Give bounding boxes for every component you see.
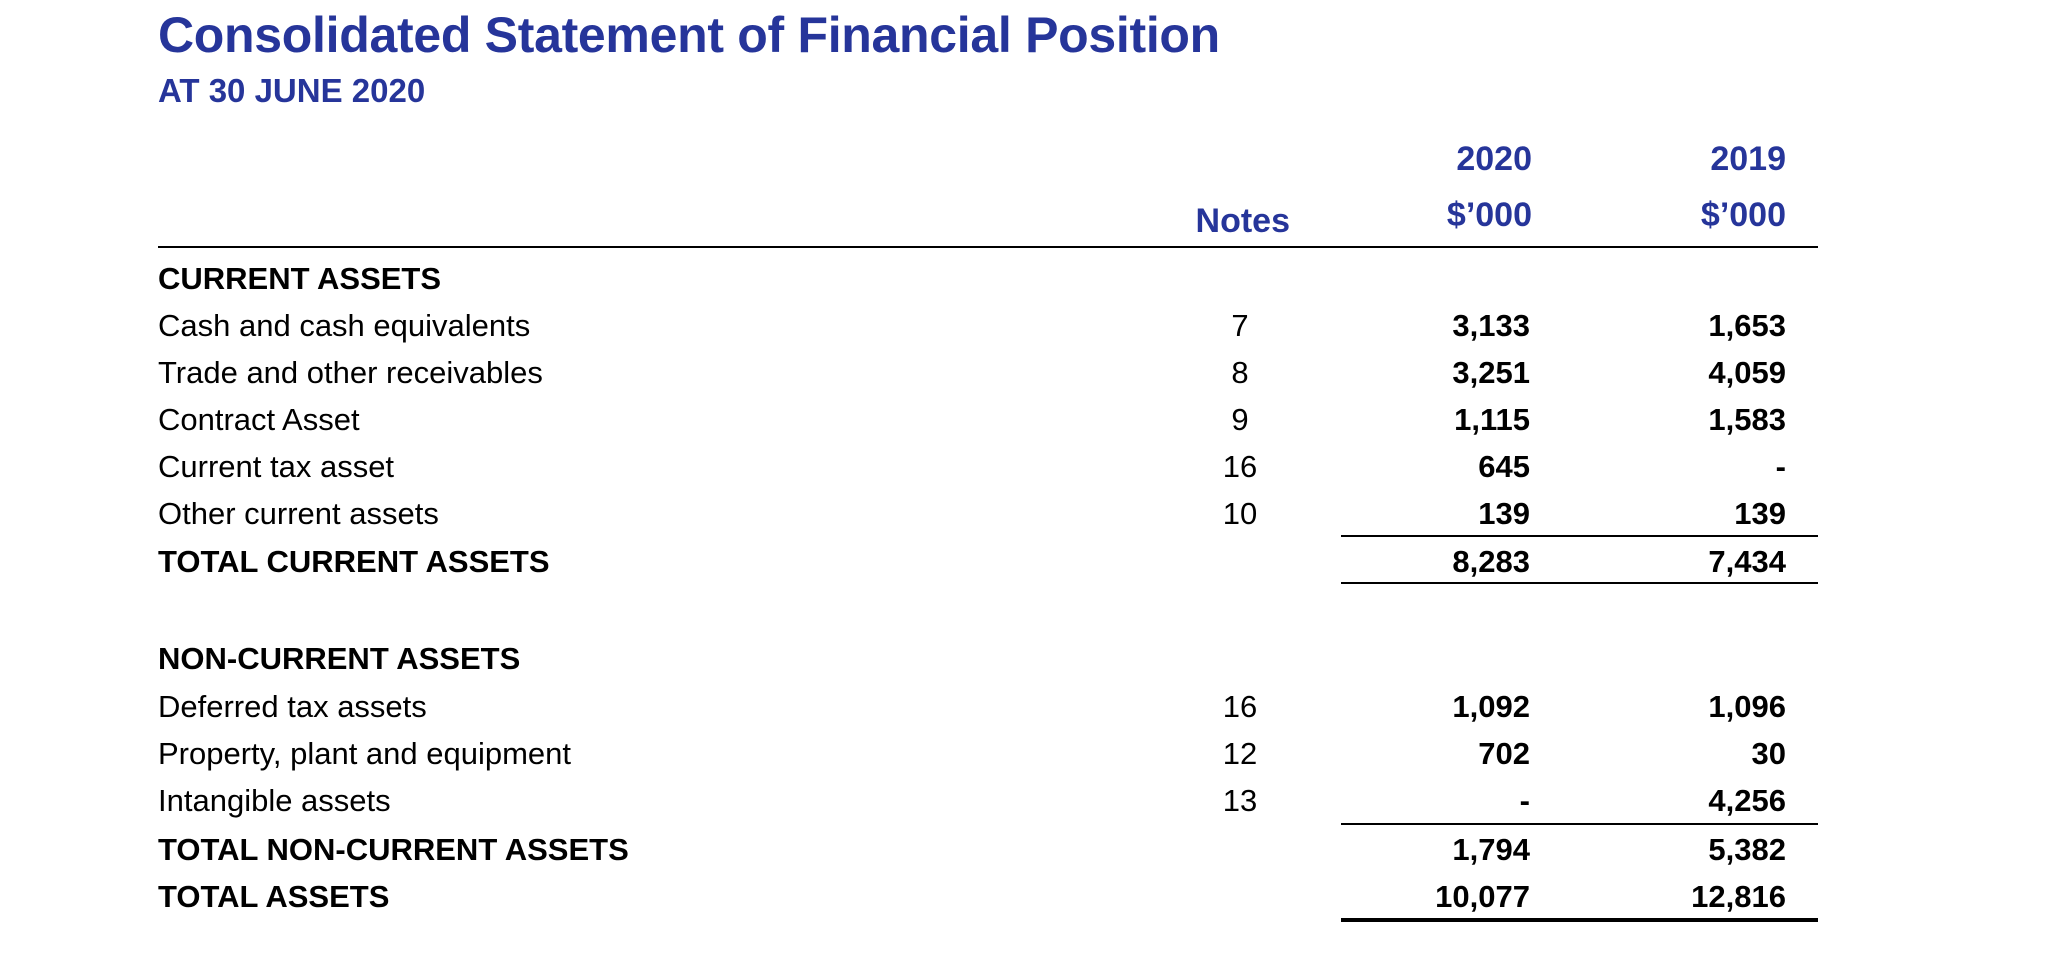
column-header-2020: 2020 [1456, 140, 1532, 178]
row-value-2020: - [1519, 783, 1530, 818]
row-label: Current tax asset [158, 449, 395, 484]
total-current-assets-2020: 8,283 [1452, 544, 1530, 579]
column-unit-2020: $’000 [1446, 196, 1532, 234]
total-rule [1341, 582, 1818, 584]
row-value-2019: 139 [1734, 496, 1786, 531]
row-value-2020: 3,133 [1452, 308, 1530, 343]
row-note: 16 [1222, 449, 1258, 484]
row-value-2020: 1,092 [1452, 689, 1530, 724]
grand-total-rule [1341, 918, 1818, 922]
page-subtitle: AT 30 JUNE 2020 [158, 72, 426, 109]
table-row [0, 778, 2062, 824]
table-row [0, 397, 2062, 443]
total-non-current-assets-2020: 1,794 [1452, 832, 1530, 867]
row-value-2019: 30 [1751, 736, 1786, 771]
row-label: Intangible assets [158, 783, 391, 818]
row-note: 16 [1222, 689, 1258, 724]
page-title: Consolidated Statement of Financial Position [158, 7, 1220, 63]
subtotal-rule [1341, 823, 1818, 825]
total-current-assets-label: TOTAL CURRENT ASSETS [158, 544, 550, 579]
row-value-2020: 139 [1478, 496, 1530, 531]
section-heading-row [0, 636, 2062, 682]
row-note: 13 [1222, 783, 1258, 818]
total-row [0, 827, 2062, 873]
column-header-2019: 2019 [1710, 140, 1786, 178]
table-row [0, 731, 2062, 777]
row-note: 9 [1231, 402, 1249, 437]
total-non-current-assets-label: TOTAL NON-CURRENT ASSETS [158, 832, 629, 867]
section-heading-row [0, 256, 2062, 302]
row-value-2019: 1,653 [1708, 308, 1786, 343]
total-assets-2019: 12,816 [1691, 879, 1786, 914]
row-label: Other current assets [158, 496, 439, 531]
row-value-2020: 645 [1478, 449, 1530, 484]
row-label: Property, plant and equipment [158, 736, 572, 771]
column-header-notes: Notes [1195, 202, 1290, 240]
table-row [0, 350, 2062, 396]
total-assets-2020: 10,077 [1435, 879, 1530, 914]
total-non-current-assets-2019: 5,382 [1708, 832, 1786, 867]
row-value-2020: 702 [1478, 736, 1530, 771]
row-label: Trade and other receivables [158, 355, 543, 390]
section-heading-current-assets: CURRENT ASSETS [158, 261, 442, 296]
section-heading-non-current-assets: NON-CURRENT ASSETS [158, 641, 521, 676]
row-note: 8 [1231, 355, 1249, 390]
row-value-2020: 1,115 [1454, 402, 1530, 437]
table-row [0, 491, 2062, 537]
row-note: 12 [1222, 736, 1258, 771]
column-unit-2019: $’000 [1700, 196, 1786, 234]
row-note: 10 [1222, 496, 1258, 531]
row-value-2019: 4,256 [1708, 783, 1786, 818]
subtotal-rule [1341, 535, 1818, 537]
total-row [0, 539, 2062, 585]
table-row [0, 444, 2062, 490]
row-value-2019: 1,583 [1708, 402, 1786, 437]
row-value-2019: - [1775, 449, 1786, 484]
table-row [0, 303, 2062, 349]
table-row [0, 684, 2062, 730]
row-label: Contract Asset [158, 402, 360, 437]
header-rule [158, 246, 1818, 248]
row-value-2019: 4,059 [1708, 355, 1786, 390]
row-note: 7 [1231, 308, 1249, 343]
total-assets-label: TOTAL ASSETS [158, 879, 390, 914]
row-value-2020: 3,251 [1452, 355, 1530, 390]
row-label: Deferred tax assets [158, 689, 427, 724]
total-current-assets-2019: 7,434 [1708, 544, 1786, 579]
row-value-2019: 1,096 [1708, 689, 1786, 724]
row-label: Cash and cash equivalents [158, 308, 531, 343]
total-row [0, 874, 2062, 920]
